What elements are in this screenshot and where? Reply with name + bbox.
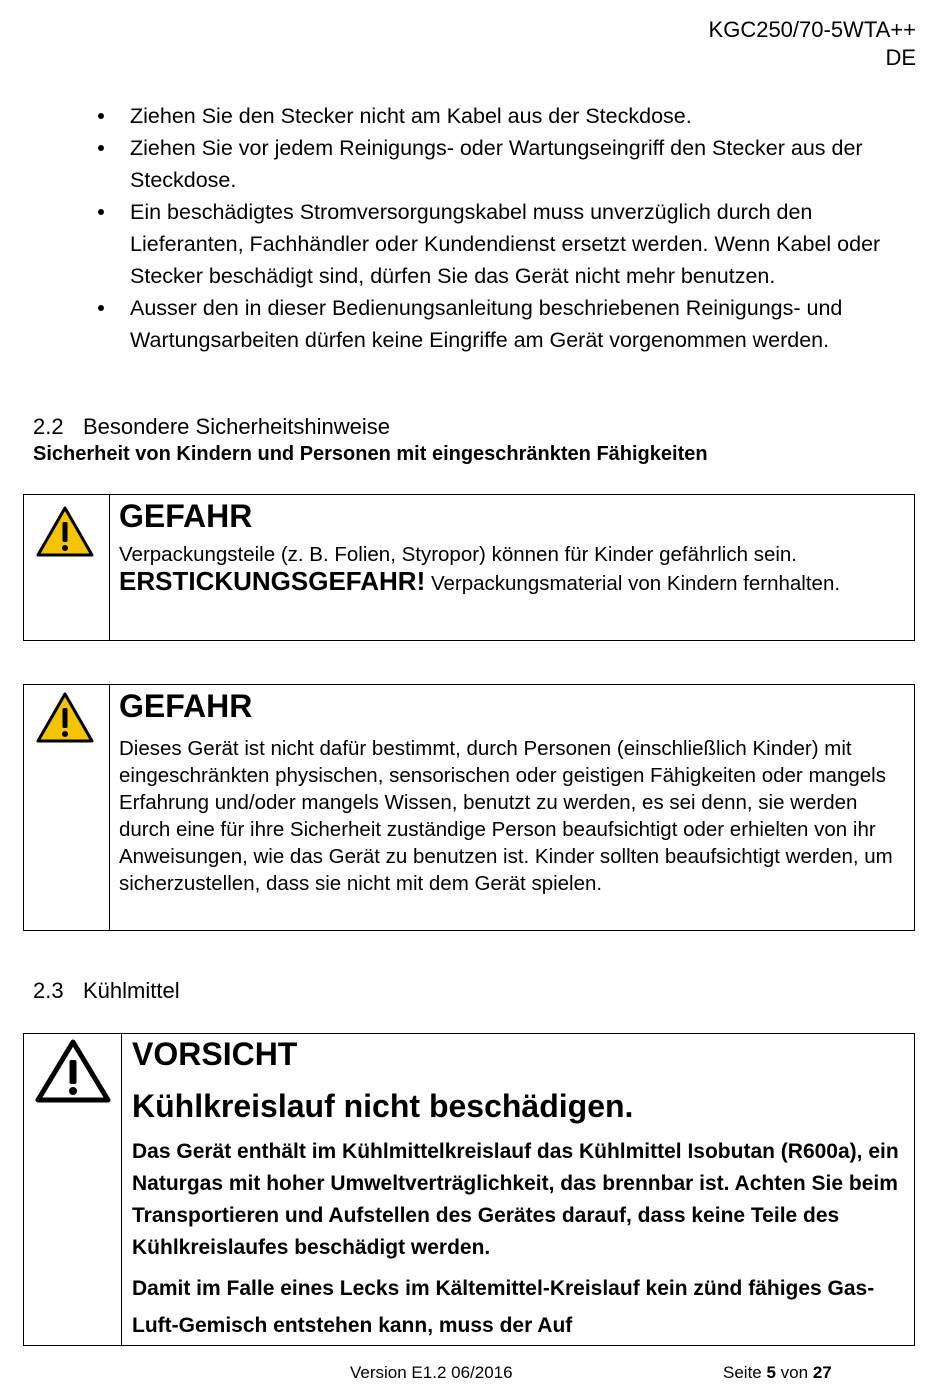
danger-content [119,497,904,597]
danger-box-persons [23,684,915,931]
bullet-icon [98,209,104,215]
list-item: Ein beschädigtes Stromversorgungskabel muss unverzüglich durch den Lieferanten, Fachhändler oder Kundendienst ersetzt werden. Wenn Kabel oder Stecker beschädigt sind, dürfen Sie das Gerät nicht mehr benutzen. [98,196,898,292]
danger-title: GEFAHR [119,498,253,534]
warning-triangle-icon [35,691,95,745]
icon-cell [24,495,110,640]
warning-triangle-icon [35,505,95,559]
section-title: Kühlmittel [83,978,180,1003]
footer-version: Version E1.2 06/2016 [350,1363,513,1382]
caution-box-refrigerant [23,1033,915,1346]
caution-subtitle: Kühlkreislauf nicht beschädigen. [132,1088,634,1124]
section-number: 2.2 [33,414,64,439]
list-item: Ausser den in dieser Bedienungsanleitung beschriebenen Reinigungs- und Wartungsarbeiten dürfen keine Eingriffe am Gerät vorgenommen werden. [98,292,898,356]
bullet-icon [98,145,104,151]
caution-content [132,1034,902,1344]
caution-paragraph-1: Das Gerät enthält im Kühlmittelkreislauf das Kühlmittel Isobutan (R600a), ein Naturgas mit hoher Umweltverträglichkeit, das brennbar ist. Achten Sie beim Transportieren und Aufstellen des Gerätes darauf, dass keine Teile des Kühlkreislaufes beschädigt werden. [132,1140,899,1259]
caution-paragraph-2: Damit im Falle eines Lecks im Kältemittel-Kreislauf kein zünd fähiges Gas-Luft-Gemisch entstehen kann, muss der Auf [132,1277,875,1337]
icon-cell [24,685,110,930]
section-number: 2.3 [33,978,64,1003]
icon-cell [24,1034,122,1345]
subheading-children-safety: Sicherheit von Kindern und Personen mit eingeschränkten Fähigkeiten [33,443,708,465]
danger-box-packaging [23,494,915,641]
bullet-icon [98,305,104,311]
list-item: Ziehen Sie den Stecker nicht am Kabel aus der Steckdose. [98,100,898,132]
language-code: DE [885,45,916,70]
footer-page-number: Seite 5 von 27 [723,1363,832,1382]
bullet-icon [98,113,104,119]
danger-content [119,687,909,897]
suffocation-warning: ERSTICKUNGSGEFAHR! [119,566,426,596]
list-item: Ziehen Sie vor jedem Reinigungs- oder Wartungseingriff den Stecker aus der Steckdose. [98,132,898,196]
model-number: KGC250/70-5WTA++ [708,17,916,42]
danger-text: Verpackungsteile (z. B. Folien, Styropor) können für Kinder gefährlich sein. ERSTICKUNGSGEFAHR! Verpackungsmaterial von Kindern fernhalten. [119,543,841,596]
danger-title: GEFAHR [119,688,253,724]
page-header [709,16,916,72]
danger-text: Dieses Gerät ist nicht dafür bestimmt, durch Personen (einschließlich Kinder) mit eingeschränkten physischen, sensorischen oder geistigen Fähigkeiten oder mangels Erfahrung und/oder mangels Wissen, benutzt zu werden, es sei denn, sie werden durch eine für ihre Sicherheit zuständige Person beaufsichtigt oder erhielten von ihr Anweisungen, wie das Gerät zu benutzen ist. Kinder sollten beaufsichtigt werden, um sicherzustellen, dass sie nicht mit dem Gerät spielen. [119,737,893,895]
safety-bullet-list [98,100,898,356]
section-heading-2-2 [33,414,390,440]
caution-title: VORSICHT [132,1036,298,1072]
section-heading-2-3 [33,978,180,1004]
section-title: Besondere Sicherheitshinweise [83,414,390,439]
caution-triangle-icon [34,1038,112,1104]
